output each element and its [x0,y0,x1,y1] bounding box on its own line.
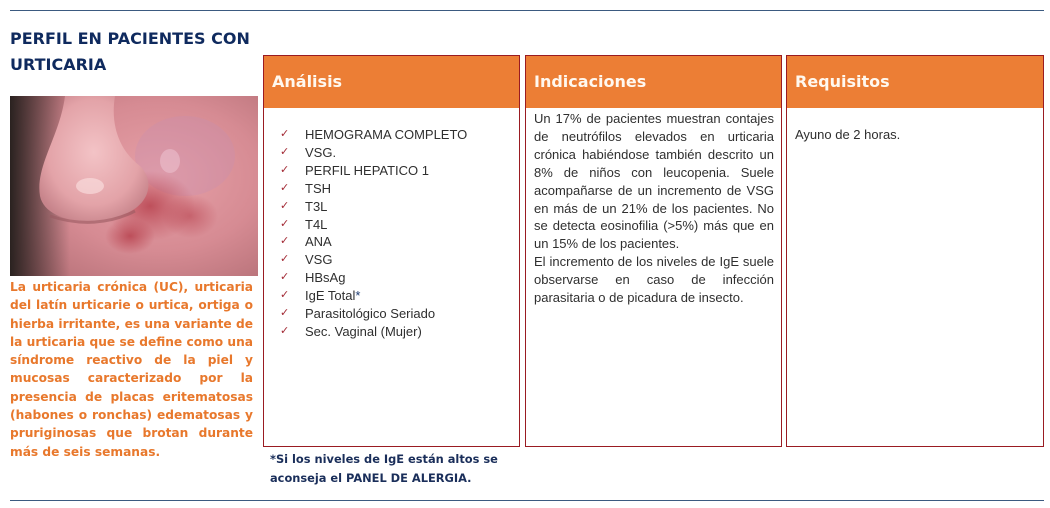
face-skin-image [10,96,258,276]
bottom-divider [10,500,1044,501]
requisitos-card [786,55,1044,447]
list-item: ✓ T4L [280,216,328,232]
list-item: ✓ TSH [280,180,331,196]
check-icon: ✓ [280,235,290,248]
check-icon: ✓ [280,181,290,194]
indicaciones-card [525,55,782,447]
list-item: ✓ IgE Total * [280,288,361,304]
check-icon: ✓ [280,199,290,212]
top-divider [10,10,1044,11]
list-item: ✓ ANA [280,234,332,250]
list-item: ✓ VSG. [280,144,337,160]
analisis-card [263,55,520,447]
list-item: ✓ HBsAg [280,270,346,286]
list-item: ✓ VSG [280,252,333,268]
list-item: ✓ Sec. Vaginal (Mujer) [280,323,422,339]
urticaria-photo [10,96,258,276]
analisis-heading: Análisis [264,56,519,108]
page-title: PERFIL EN PACIENTES CON URTICARIA [10,29,250,74]
list-item: ✓ Parasitológico Seriado [280,306,436,322]
check-icon: ✓ [280,145,290,158]
check-icon: ✓ [280,217,290,230]
list-item: ✓ T3L [280,198,328,214]
list-item: ✓ HEMOGRAMA COMPLETO [280,127,468,142]
check-icon: ✓ [280,289,290,302]
analisis-list [264,108,519,341]
list-item: ✓ PERFIL HEPATICO 1 [280,162,430,178]
requisitos-heading: Requisitos [787,56,1043,108]
indicaciones-paragraph-1: Un 17% de pacientes muestran contajes de neutrófilos elevados en urticaria crónica habiéndose también descrito un 8% de niños con leucopenia. Suele acompañarse de un incremento de VSG en más de un 21% de los pacientes. No se detecta eosinofilia (>5%) más que en un 15% de los pacientes. [534,111,774,252]
footnote-asterisk: * [355,288,361,304]
check-icon: ✓ [280,163,290,176]
check-icon: ✓ [280,324,290,337]
indicaciones-heading: Indicaciones [526,56,781,108]
check-icon: ✓ [280,253,290,266]
urticaria-description: La urticaria crónica (UC), urticaria del latín urticarie o urtica, ortiga o hierba irritante, es una variante de la urticaria que se define como una síndrome reactivo de la piel y mucosas caracterizado por la presencia de placas eritematosas (habones o ronchas) edematosas y pruriginosas que brotan durante más de seis semanas. [10,280,253,459]
check-icon: ✓ [280,271,290,284]
indicaciones-paragraph-2: El incremento de los niveles de IgE suele observarse en caso de infección parasitaria o de picadura de insecto. [534,254,774,306]
ige-footnote: *Si los niveles de IgE están altos se aconseja el PANEL DE ALERGIA. [270,452,498,485]
check-icon: ✓ [280,128,290,140]
check-icon: ✓ [280,307,290,320]
requisitos-text: Ayuno de 2 horas. [795,127,901,142]
